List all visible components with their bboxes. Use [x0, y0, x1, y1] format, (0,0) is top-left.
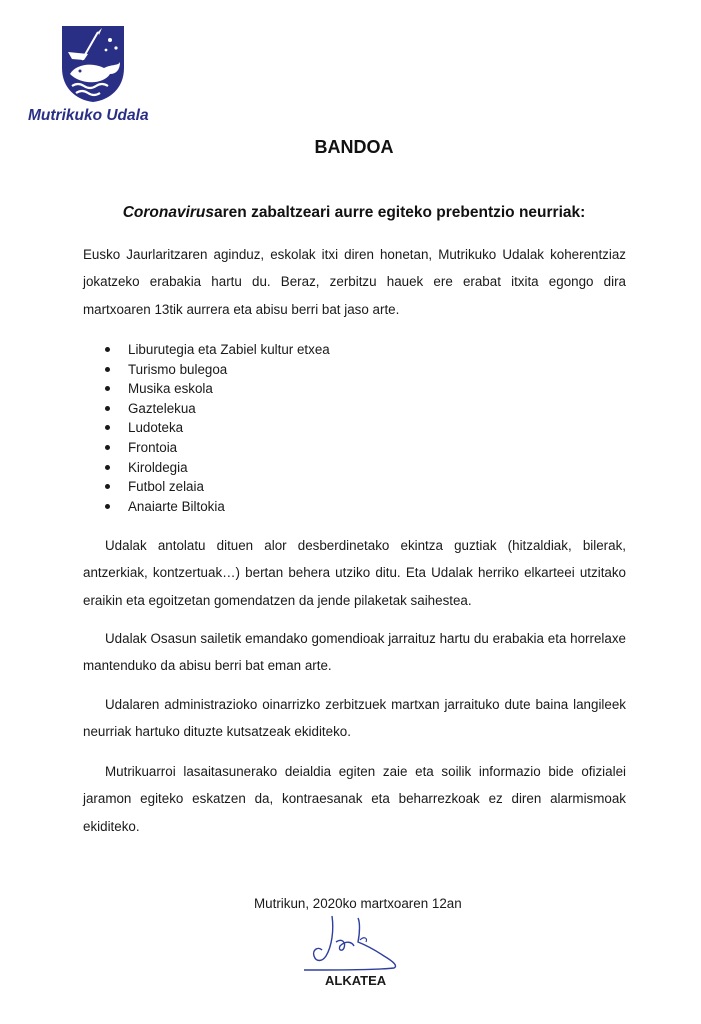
intro-paragraph: Eusko Jaurlaritzaren aginduz, eskolak itxi diren honetan, Mutrikuko Udalak koherentziaz jokatzeko erabakia hartu du. Beraz, zerbitzu hauek ere erabat itxita egongo dira martxoaren 13tik aurrera eta abisu berri bat jaso arte.	[83, 247, 626, 317]
body-paragraph-calm: Mutrikuarroi lasaitasunerako deialdia egiten zaie eta soilik informazio bide ofizialei jaramon egiteko eskatzen da, kontraesanak eta beharrezkoak ez diren alarmismoak ekiditeko.	[83, 764, 626, 834]
list-item: Ludoteka	[103, 418, 330, 438]
subtitle-rest: aren zabaltzeari aurre egiteko prebentzio neurriak:	[214, 204, 586, 221]
subtitle-italic: Coronavirus	[122, 204, 215, 221]
handwritten-signature-icon	[298, 912, 408, 978]
signer-title: ALKATEA	[325, 973, 387, 988]
list-item: Liburutegia eta Zabiel kultur etxea	[103, 340, 330, 360]
list-item: Futbol zelaia	[103, 477, 330, 497]
list-item: Kiroldegia	[103, 458, 330, 478]
body-paragraph-events: Udalak antolatu dituen alor desberdinetako ekintza guztiak (hitzaldiak, bilerak, antzerkiak, kontzertuak…) bertan behera utziko ditu. Eta Udalak herriko elkarteei utzitako eraikin eta egoitzetan gomendatzen da jende pilaketak saihestea.	[83, 538, 626, 608]
document-subtitle	[0, 204, 701, 222]
mutriku-coat-of-arms-icon	[58, 24, 128, 104]
body-paragraph-administration: Udalaren administrazioko oinarrizko zerbitzuek martxan jarraituko dute baina langileek neurriak hartuko dituzte kutsatzeak ekiditeko.	[83, 697, 626, 740]
list-item: Musika eskola	[103, 379, 330, 399]
closed-services-list	[103, 340, 330, 516]
list-item: Frontoia	[103, 438, 330, 458]
date-line: Mutrikun, 2020ko martxoaren 12an	[254, 896, 462, 911]
body-paragraph-health: Udalak Osasun sailetik emandako gomendioak jarraituz hartu du erabakia eta horrelaxe mantenduko da abisu berri bat eman arte.	[83, 631, 626, 674]
logo-text: Mutrikuko Udala	[28, 107, 149, 124]
document-title: BANDOA	[314, 137, 394, 157]
list-item: Gaztelekua	[103, 399, 330, 419]
list-item: Anaiarte Biltokia	[103, 497, 330, 517]
list-item: Turismo bulegoa	[103, 360, 330, 380]
